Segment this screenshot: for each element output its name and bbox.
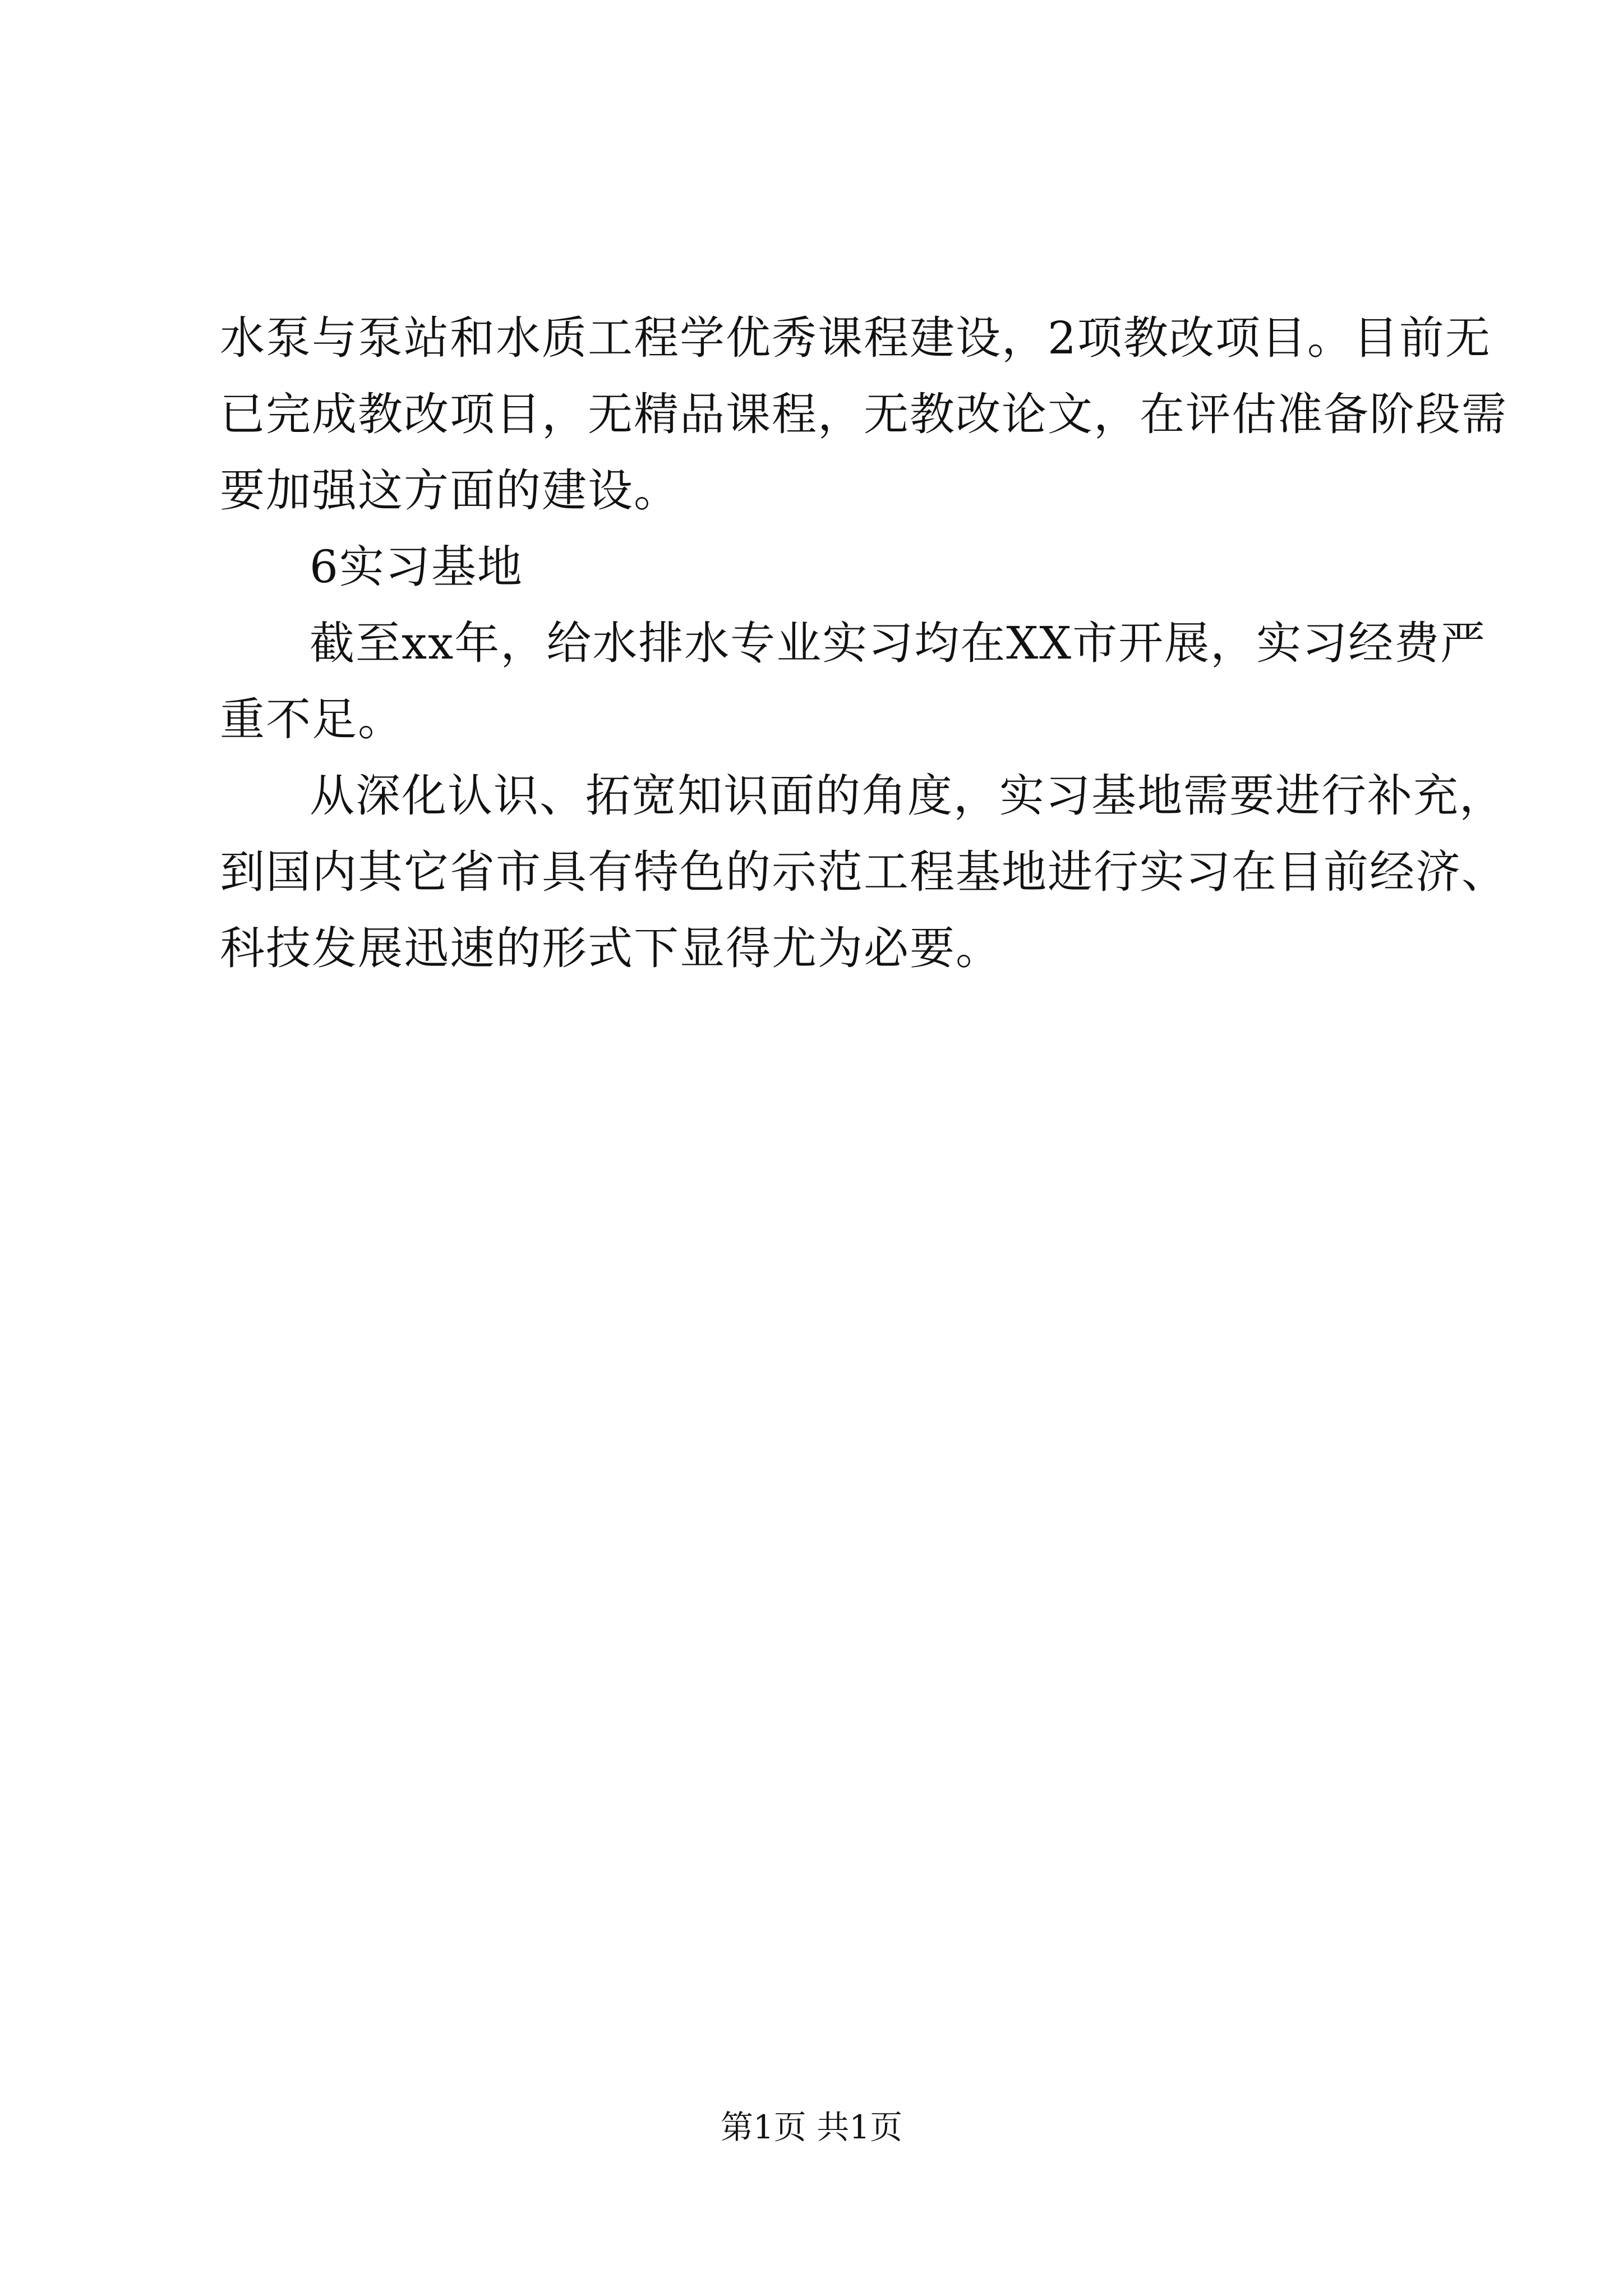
document-body	[220, 300, 1507, 987]
section-heading: 6实习基地	[310, 541, 523, 593]
paragraph-line: 从深化认识、拓宽知识面的角度，实习基地需要进行补充，	[310, 770, 1505, 822]
paragraph-line: 要加强这方面的建设。	[220, 464, 680, 517]
paragraph-line: 到国内其它省市具有特色的示范工程基地进行实习在目前经济、	[220, 846, 1507, 898]
page-number-footer: 第1页 共1页	[720, 2108, 903, 2146]
paragraph-line: 科技发展迅速的形式下显得尤为必要。	[220, 922, 1002, 974]
paragraph-line: 已完成教改项目，无精品课程，无教改论文，在评估准备阶段需	[220, 388, 1507, 440]
paragraph-line: 重不足。	[220, 693, 404, 746]
paragraph-line: 水泵与泵站和水质工程学优秀课程建设，2项教改项目。目前无	[220, 312, 1491, 364]
paragraph-line: 截至xx年，给水排水专业实习均在XX市开展，实习经费严	[310, 617, 1487, 669]
